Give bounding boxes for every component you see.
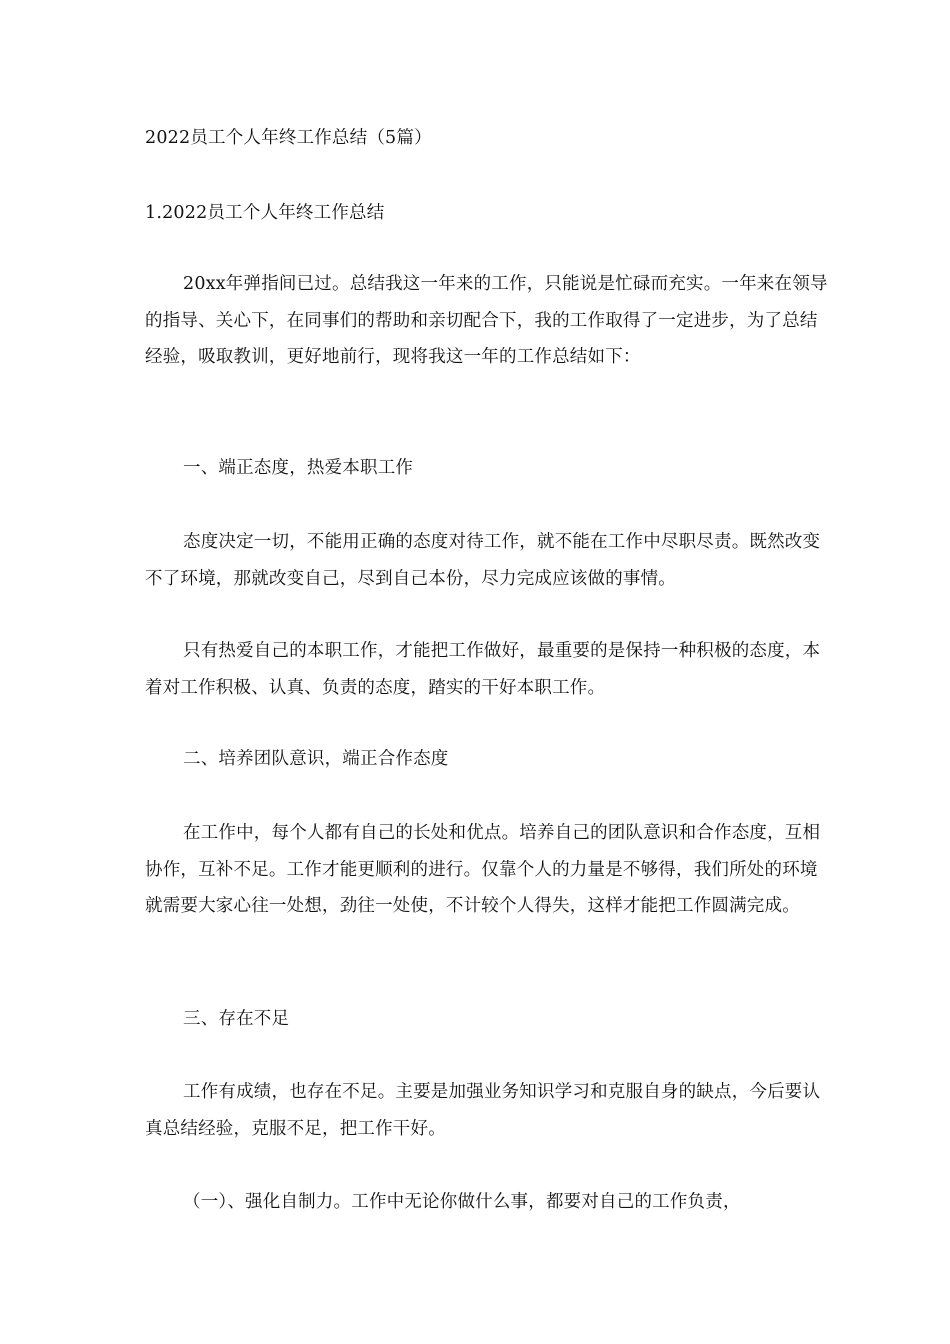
section-3-item-1: （一）、强化自制力。工作中无论你做什么事，都要对自己的工作负责， — [183, 1192, 741, 1212]
section-3-paragraph-1: 工作有成绩，也存在不足。主要是加强业务知识学习和克服自身的缺点，今后要认真总结经验，克服不足，把工作干好。 — [145, 1082, 821, 1139]
section-1-paragraph-2: 只有热爱自己的本职工作，才能把工作做好，最重要的是保持一种积极的态度，本着对工作积极、认真、负责的态度，踏实的干好本职工作。 — [145, 641, 821, 698]
section-1-paragraph-1: 态度决定一切，不能用正确的态度对待工作，就不能在工作中尽职尽责。既然改变不了环境，那就改变自己，尽到自己本份，尽力完成应该做的事情。 — [145, 532, 821, 589]
document-title: 2022员工个人年终工作总结（5篇） — [145, 128, 432, 148]
intro-paragraph: 20xx年弹指间已过。总结我这一年来的工作，只能说是忙碌而充实。一年来在领导的指导、关心下，在同事们的帮助和亲切配合下，我的工作取得了一定进步，为了总结经验，吸取教训，更好地前行，现将我这一年的工作总结如下： — [145, 274, 828, 367]
section-heading-2: 二、培养团队意识，端正合作态度 — [183, 749, 449, 769]
section-heading-3: 三、存在不足 — [183, 1009, 290, 1029]
section-2-paragraph-1: 在工作中，每个人都有自己的长处和优点。培养自己的团队意识和合作态度，互相协作，互补不足。工作才能更顺利的进行。仅靠个人的力量是不够得，我们所处的环境就需要大家心往一处想，劲往一处使，不计较个人得失，这样才能把工作圆满完成。 — [145, 823, 821, 916]
document-subtitle: 1.2022员工个人年终工作总结 — [145, 203, 385, 223]
section-heading-1: 一、端正态度，热爱本职工作 — [183, 458, 414, 478]
